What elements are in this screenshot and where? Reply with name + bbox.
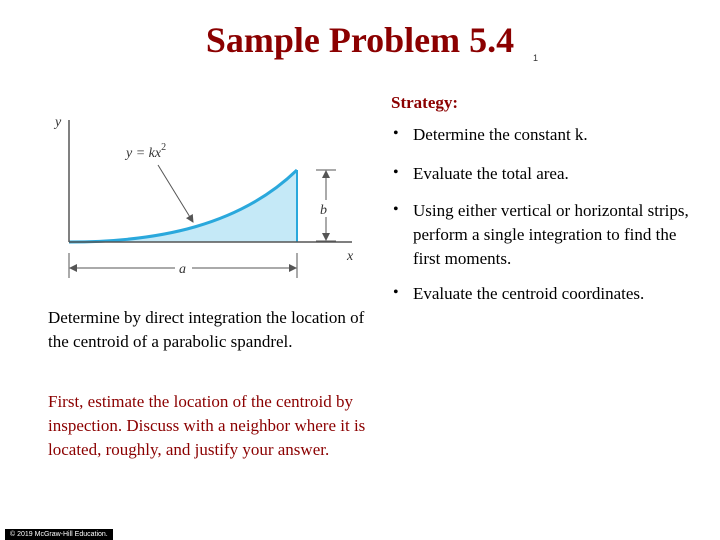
y-axis-label: y	[55, 115, 62, 130]
strategy-item: • Evaluate the total area.	[391, 162, 706, 186]
strategy-item: • Determine the constant k.	[391, 123, 706, 147]
curve-exponent: 2	[161, 142, 167, 153]
curve-equation-label	[124, 142, 166, 161]
strategy-item: • Using either vertical or horizontal strips, perform a single integration to find the first moments.	[391, 199, 706, 271]
slide-title: Sample Problem 5.4	[205, 20, 515, 60]
estimate-prompt: First, estimate the location of the centroid by inspection. Discuss with a neighbor where it is located, roughly, and justify your answer.	[48, 392, 366, 459]
curve-equation: y = kx	[126, 146, 162, 161]
slide-number: 1	[533, 53, 539, 63]
copyright-notice: © 2019 McGraw-Hill Education.	[5, 529, 113, 540]
strategy-heading: Strategy:	[391, 93, 459, 112]
x-axis-label: x	[347, 249, 354, 264]
parabolic-spandrel-figure	[40, 110, 360, 285]
width-label: a	[179, 262, 186, 277]
equation-leader-arrow	[158, 165, 193, 222]
strategy-list	[391, 123, 706, 306]
problem-statement: Determine by direct integration the location of the centroid of a parabolic spandrel.	[48, 308, 365, 351]
height-label: b	[320, 203, 327, 218]
strategy-item: • Evaluate the centroid coordinates.	[391, 282, 706, 306]
